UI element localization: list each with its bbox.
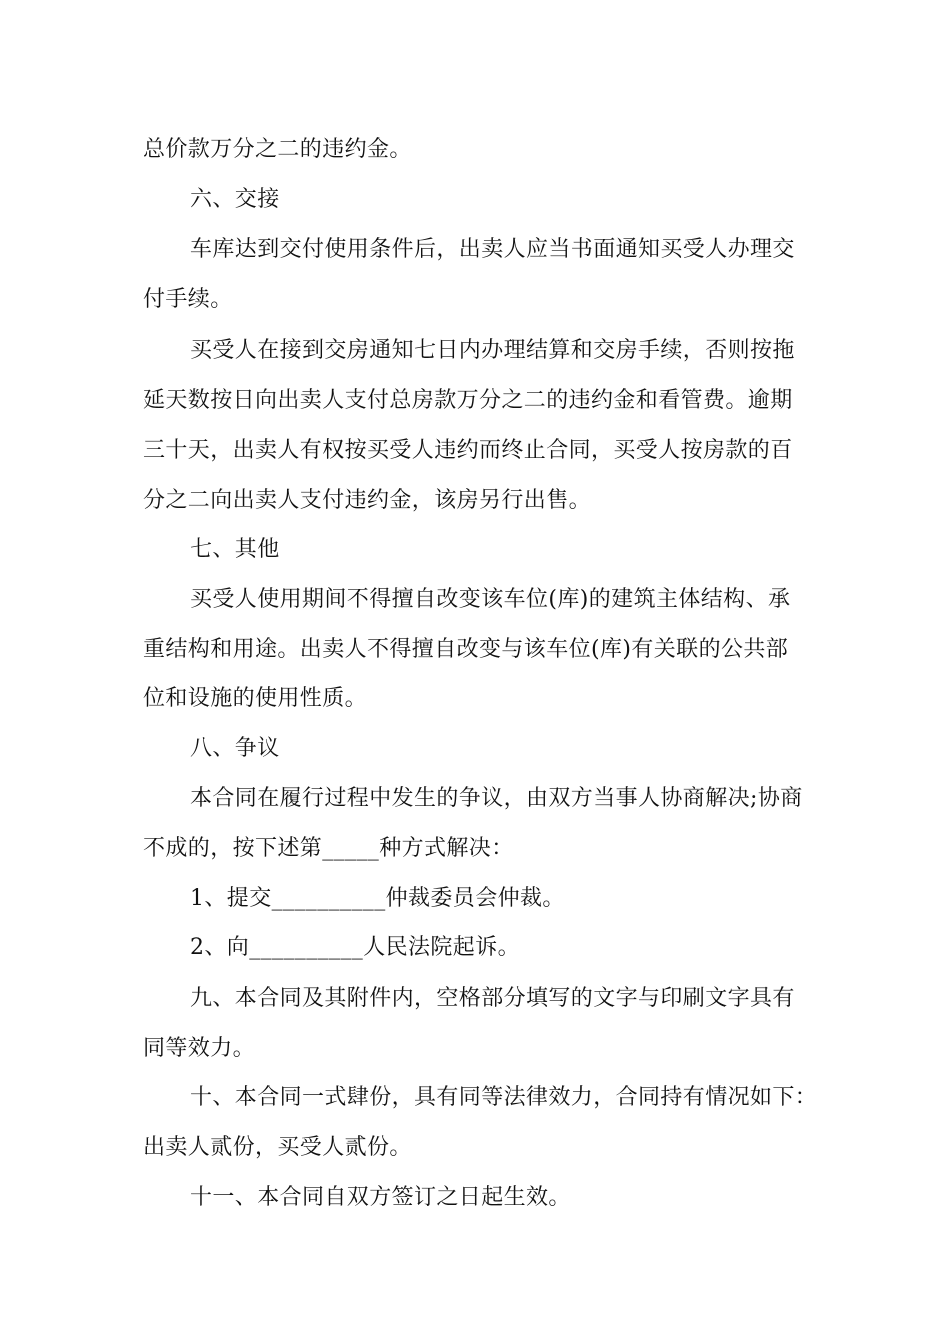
paragraph-line: 十一、本合同自双方签订之日起生效。 [190,1185,571,1210]
paragraph-line: 付手续。 [143,287,233,312]
paragraph-line: 分之二向出卖人支付违约金，该房另行出售。 [143,488,592,513]
section-heading-dispute: 八、争议 [190,736,280,761]
paragraph-line: 买受人在接到交房通知七日内办理结算和交房手续，否则按拖 [190,338,795,363]
paragraph-line: 买受人使用期间不得擅自改变该车位(库)的建筑主体结构、承 [190,587,791,612]
paragraph-line: 不成的，按下述第_____种方式解决： [143,836,514,861]
paragraph-line: 同等效力。 [143,1036,256,1061]
paragraph-line: 三十天，出卖人有权按买受人违约而终止合同，买受人按房款的百 [143,438,793,463]
paragraph-line: 延天数按日向出卖人支付总房款万分之二的违约金和看管费。逾期 [143,388,793,413]
paragraph-line: 九、本合同及其附件内，空格部分填写的文字与印刷文字具有 [190,986,795,1011]
paragraph-line: 位和设施的使用性质。 [143,686,368,711]
paragraph-line: 出卖人贰份，买受人贰份。 [143,1135,412,1160]
section-heading-other: 七、其他 [190,537,280,562]
paragraph-line: 重结构和用途。出卖人不得擅自改变与该车位(库)有关联的公共部 [143,637,789,662]
list-item-court: 2、向__________人民法院起诉。 [190,935,520,960]
paragraph-line: 本合同在履行过程中发生的争议，由双方当事人协商解决;协商 [190,786,803,811]
section-heading-handover: 六、交接 [190,187,280,212]
paragraph-line: 车库达到交付使用条件后，出卖人应当书面通知买受人办理交 [190,237,795,262]
list-item-arbitration: 1、提交__________仲裁委员会仲裁。 [190,886,565,911]
paragraph-line: 十、本合同一式肆份，具有同等法律效力，合同持有情况如下： [190,1085,818,1110]
paragraph-line: 总价款万分之二的违约金。 [143,137,412,162]
